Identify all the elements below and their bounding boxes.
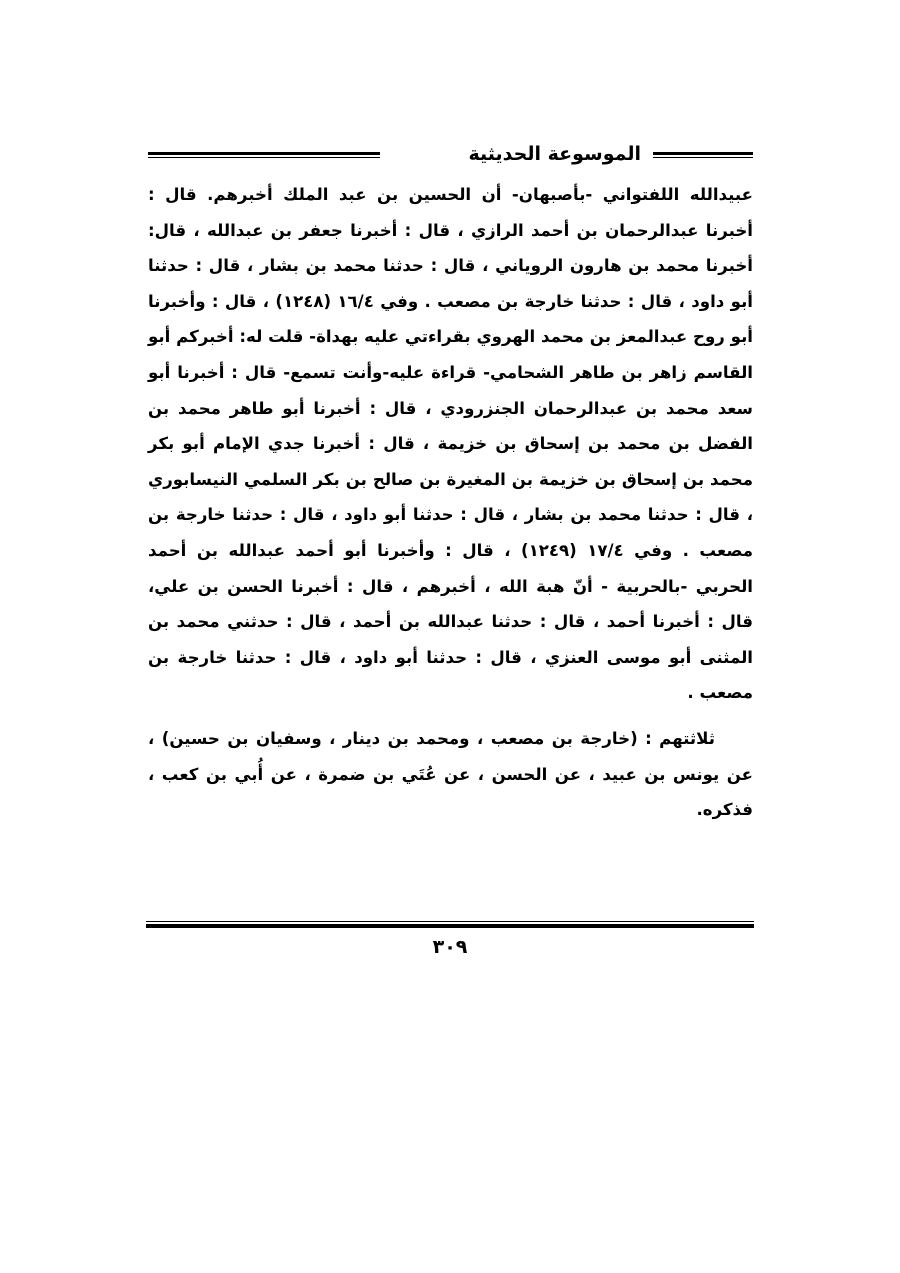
header-rule-right (653, 152, 753, 158)
header-rule-left (148, 152, 380, 158)
paragraph-1: عبيدالله اللفتواني -بأصبهان- أن الحسين بن عبد الملك أخبرهم. قال : أخبرنا عبدالرحمان بن أحمد الرازي ، قال : أخبرنا جعفر بن عبدالله ، قال: أخبرنا محمد بن هارون الروياني ، قال : حدثنا محمد بن بشار ، قال : حدثنا أبو داود ، قال : حدثنا خارجة بن مصعب . وفي ١٦/٤ (١٢٤٨) ، قال : وأخبرنا أبو روح عبدالمعز بن محمد الهروي بقراءتي عليه بهداة- قلت له: أخبركم أبو القاسم زاهر بن طاهر الشحامي- قراءة عليه-وأنت تسمع- قال : أخبرنا أبو سعد محمد بن عبدالرحمان الجنزرودي ، قال : أخبرنا أبو طاهر محمد بن الفضل بن محمد بن إسحاق بن خزيمة ، قال : أخبرنا جدي الإمام أبو بكر محمد بن إسحاق بن خزيمة بن المغيرة بن صالح بن بكر السلمي النيسابوري ، قال : حدثنا محمد بن بشار ، قال : حدثنا أبو داود ، قال : حدثنا خارجة بن مصعب . وفي ١٧/٤ (١٢٤٩) ، قال : وأخبرنا أبو أحمد عبدالله بن أحمد الحربي -بالحربية - أنّ هبة الله ، أخبرهم ، قال : أخبرنا الحسن بن علي، قال : أخبرنا أحمد ، قال : حدثنا عبدالله بن أحمد ، قال : حدثني محمد بن المثنى أبو موسى العنزي ، قال : حدثنا أبو داود ، قال : حدثنا خارجة بن مصعب . (148, 185, 753, 703)
body-text (148, 177, 753, 828)
footer-rule (146, 921, 754, 928)
paragraph-2: ثلاثتهم : (خارجة بن مصعب ، ومحمد بن دينار ، وسفيان بن حسين) ، عن يونس بن عبيد ، عن الحسن ، عن عُتَي بن ضمرة ، عن أُبي بن كعب ، فذكره. (148, 728, 753, 820)
page-header (148, 140, 753, 170)
header-title: الموسوعة الحديثية (468, 143, 641, 165)
page-number: ٣٠٩ (432, 936, 468, 958)
